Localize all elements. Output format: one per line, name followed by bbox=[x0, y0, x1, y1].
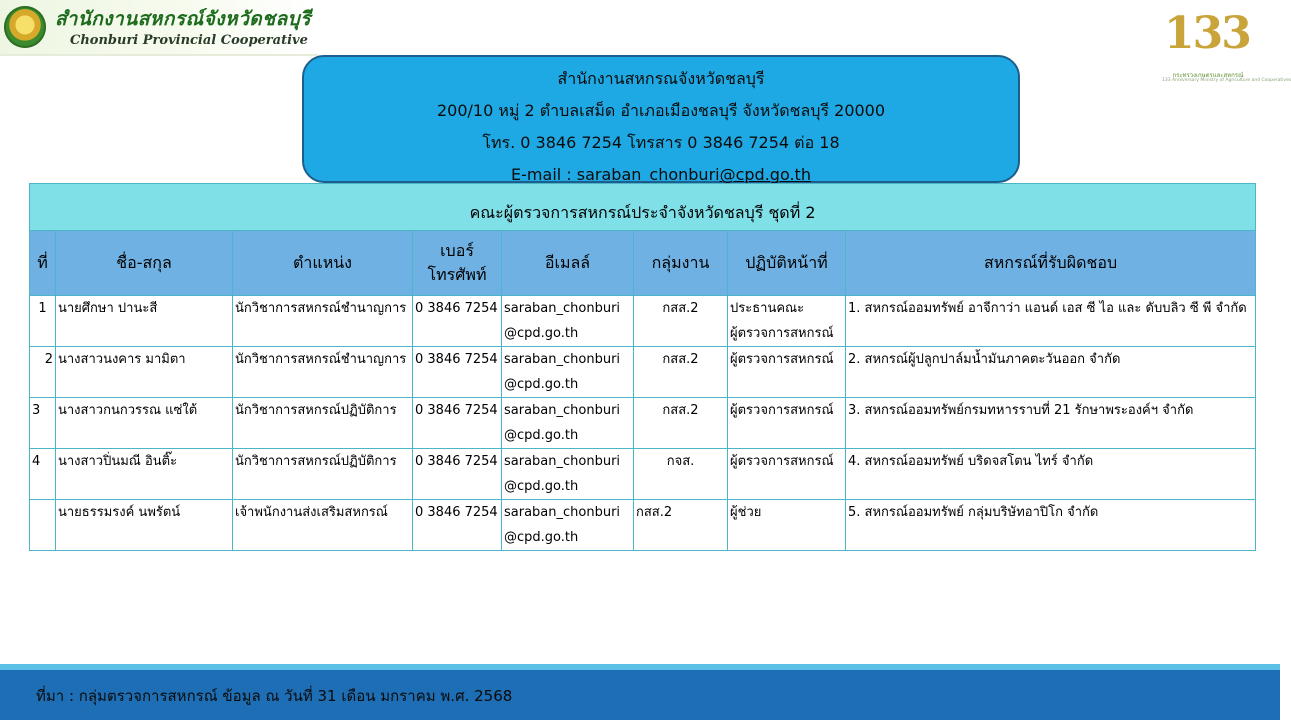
emblem-subcaption: 133 Anniversary Ministry of Agriculture and Cooperatives bbox=[1162, 78, 1291, 83]
table-row bbox=[30, 449, 1256, 500]
table-caption: คณะผู้ตรวจการสหกรณ์ประจำจังหวัดชลบุรี ชุดที่ 2 bbox=[30, 184, 1256, 231]
cell-name: นางสาวกนกวรรณ แซ่ใต้ bbox=[56, 398, 233, 449]
cell-email-user: saraban_chonburi bbox=[504, 505, 621, 520]
emblem-number: 133 bbox=[1164, 8, 1250, 59]
cell-email bbox=[502, 449, 634, 500]
cell-email-domain: @cpd.go.th bbox=[504, 377, 579, 392]
cell-phone: 0 3846 7254 bbox=[413, 500, 502, 551]
cell-phone: 0 3846 7254 bbox=[413, 398, 502, 449]
cell-name: นางสาวนงคาร มามิตา bbox=[56, 347, 233, 398]
header-name: ชื่อ-สกุล bbox=[56, 231, 233, 296]
cell-coop: 2. สหกรณ์ผู้ปลูกปาล์มน้ำมันภาคตะวันออก จำกัด bbox=[846, 347, 1256, 398]
table-row bbox=[30, 500, 1256, 551]
cell-group: กสส.2 bbox=[634, 347, 728, 398]
table-row bbox=[30, 296, 1256, 347]
cell-name: นายศึกษา ปานะสี bbox=[56, 296, 233, 347]
inspector-table bbox=[29, 183, 1256, 551]
emblem-caption: กระทรวงเกษตรและสหกรณ์ bbox=[1172, 72, 1244, 79]
header-position: ตำแหน่ง bbox=[233, 231, 413, 296]
cell-coop: 1. สหกรณ์ออมทรัพย์ อาจีกาว่า แอนด์ เอส ซี ไอ และ ดับบลิว ซี พี จำกัด bbox=[846, 296, 1256, 347]
cell-email bbox=[502, 347, 634, 398]
org-logo-banner bbox=[0, 0, 318, 56]
anniversary-emblem bbox=[1162, 4, 1291, 88]
cell-duty: ผู้ตรวจการสหกรณ์ bbox=[728, 347, 846, 398]
cell-email-domain: @cpd.go.th bbox=[504, 428, 579, 443]
header-phone-line1: เบอร์ bbox=[440, 241, 474, 260]
cell-email-user: saraban_chonburi bbox=[504, 301, 621, 316]
logo-text-english: Chonburi Provincial Cooperative bbox=[70, 33, 308, 48]
header-email: อีเมลล์ bbox=[502, 231, 634, 296]
header-duty: ปฏิบัติหน้าที่ bbox=[728, 231, 846, 296]
footer-source: ที่มา : กลุ่มตรวจการสหกรณ์ ข้อมูล ณ วันที่ 31 เดือน มกราคม พ.ศ. 2568 bbox=[36, 687, 513, 705]
phone-line: โทร. 0 3846 7254 โทรสาร 0 3846 7254 ต่อ 18 bbox=[482, 133, 840, 152]
cell-email bbox=[502, 398, 634, 449]
logo-text-thai: สำนักงานสหกรณ์จังหวัดชลบุรี bbox=[55, 8, 311, 30]
cell-email bbox=[502, 500, 634, 551]
cell-phone: 0 3846 7254 bbox=[413, 296, 502, 347]
cell-duty: ผู้ตรวจการสหกรณ์ bbox=[728, 398, 846, 449]
cell-position: เจ้าพนักงานส่งเสริมสหกรณ์ bbox=[233, 500, 413, 551]
footer-bar bbox=[0, 670, 1280, 720]
cell-group: กสส.2 bbox=[634, 296, 728, 347]
cell-email bbox=[502, 296, 634, 347]
cell-name: นายธรรมรงค์ นพรัตน์ bbox=[56, 500, 233, 551]
cell-no: 1 bbox=[30, 296, 56, 347]
cell-coop: 5. สหกรณ์ออมทรัพย์ กลุ่มบริษัทอาปิโก จำกัด bbox=[846, 500, 1256, 551]
cell-email-user: saraban_chonburi bbox=[504, 403, 621, 418]
cell-phone: 0 3846 7254 bbox=[413, 347, 502, 398]
seal-icon bbox=[4, 6, 46, 48]
cell-duty: ผู้ช่วย bbox=[728, 500, 846, 551]
cell-group: กสส.2 bbox=[634, 398, 728, 449]
cell-group: กสส.2 bbox=[634, 500, 728, 551]
email-prefix: E-mail : saraban_chonburi bbox=[511, 165, 720, 184]
cell-name: นางสาวปิ่นมณี อินติ๊ะ bbox=[56, 449, 233, 500]
cell-duty-line2: ผู้ตรวจการสหกรณ์ bbox=[730, 326, 834, 341]
email-link[interactable]: @cpd.go.th bbox=[719, 165, 811, 184]
cell-email-user: saraban_chonburi bbox=[504, 454, 621, 469]
cell-position: นักวิชาการสหกรณ์ชำนาญการ bbox=[233, 347, 413, 398]
cell-coop: 3. สหกรณ์ออมทรัพย์กรมทหารราบที่ 21 รักษาพระองค์ฯ จำกัด bbox=[846, 398, 1256, 449]
header-group: กลุ่มงาน bbox=[634, 231, 728, 296]
table-row bbox=[30, 398, 1256, 449]
cell-duty: ผู้ตรวจการสหกรณ์ bbox=[728, 449, 846, 500]
cell-email-domain: @cpd.go.th bbox=[504, 530, 579, 545]
cell-coop: 4. สหกรณ์ออมทรัพย์ บริดจสโตน ไทร์ จำกัด bbox=[846, 449, 1256, 500]
address-box bbox=[302, 55, 1020, 183]
cell-no: 4 bbox=[30, 449, 56, 500]
header-phone-line2: โทรศัพท์ bbox=[427, 265, 487, 284]
cell-no: 2 bbox=[30, 347, 56, 398]
cell-phone: 0 3846 7254 bbox=[413, 449, 502, 500]
cell-position: นักวิชาการสหกรณ์ปฏิบัติการ bbox=[233, 449, 413, 500]
cell-position: นักวิชาการสหกรณ์ชำนาญการ bbox=[233, 296, 413, 347]
cell-duty bbox=[728, 296, 846, 347]
org-name: สำนักงานสหกรณจังหวัดชลบุรี bbox=[557, 69, 765, 88]
table-row bbox=[30, 347, 1256, 398]
cell-position: นักวิชาการสหกรณ์ปฏิบัติการ bbox=[233, 398, 413, 449]
header-no: ที่ bbox=[30, 231, 56, 296]
header-coop: สหกรณ์ที่รับผิดชอบ bbox=[846, 231, 1256, 296]
cell-no bbox=[30, 500, 56, 551]
cell-email-domain: @cpd.go.th bbox=[504, 326, 579, 341]
cell-group: กจส. bbox=[634, 449, 728, 500]
cell-email-domain: @cpd.go.th bbox=[504, 479, 579, 494]
address-line: 200/10 หมู่ 2 ตำบลเสม็ด อำเภอเมืองชลบุรี จังหวัดชลบุรี 20000 bbox=[436, 101, 886, 120]
cell-duty-line1: ประธานคณะ bbox=[730, 301, 805, 316]
cell-no: 3 bbox=[30, 398, 56, 449]
header-phone bbox=[413, 231, 502, 296]
cell-email-user: saraban_chonburi bbox=[504, 352, 621, 367]
